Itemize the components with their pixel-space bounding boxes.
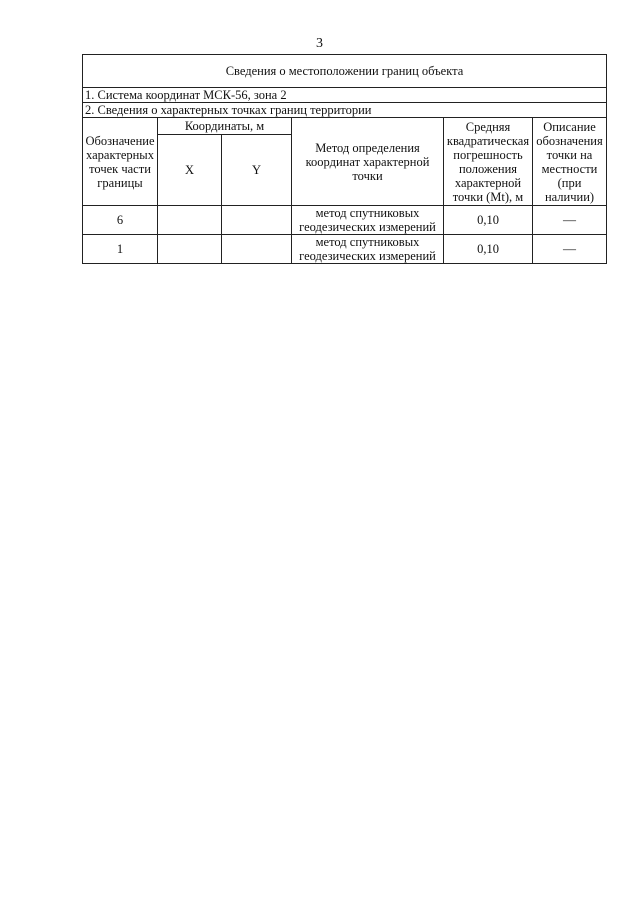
cell-method: метод спутниковых геодезических измерений (292, 206, 444, 235)
header-method: Метод определения координат характерной точки (292, 118, 444, 206)
coordinate-system-row: 1. Система координат МСК-56, зона 2 (83, 88, 607, 103)
table-title: Сведения о местоположении границ объекта (83, 55, 607, 88)
cell-error: 0,10 (444, 206, 533, 235)
header-coordinates: Координаты, м (158, 118, 292, 135)
cell-method: метод спутниковых геодезических измерений (292, 235, 444, 264)
header-error: Средняя квадратическая погрешность положения характерной точки (Mt), м (444, 118, 533, 206)
cell-x (158, 235, 222, 264)
cell-y (222, 206, 292, 235)
cell-error: 0,10 (444, 235, 533, 264)
cell-description: — (533, 206, 607, 235)
cell-point: 6 (83, 206, 158, 235)
cell-x (158, 206, 222, 235)
table-row (83, 235, 607, 264)
characteristic-points-row: 2. Сведения о характерных точках границ территории (83, 103, 607, 118)
cell-point: 1 (83, 235, 158, 264)
page-number: 3 (316, 36, 323, 51)
boundary-table (82, 54, 607, 264)
header-point-designation: Обозначение характерных точек части границы (83, 118, 158, 206)
header-description: Описание обозначения точки на местности (при наличии) (533, 118, 607, 206)
header-x: X (158, 135, 222, 206)
cell-description: — (533, 235, 607, 264)
cell-y (222, 235, 292, 264)
header-y: Y (222, 135, 292, 206)
table-row (83, 206, 607, 235)
